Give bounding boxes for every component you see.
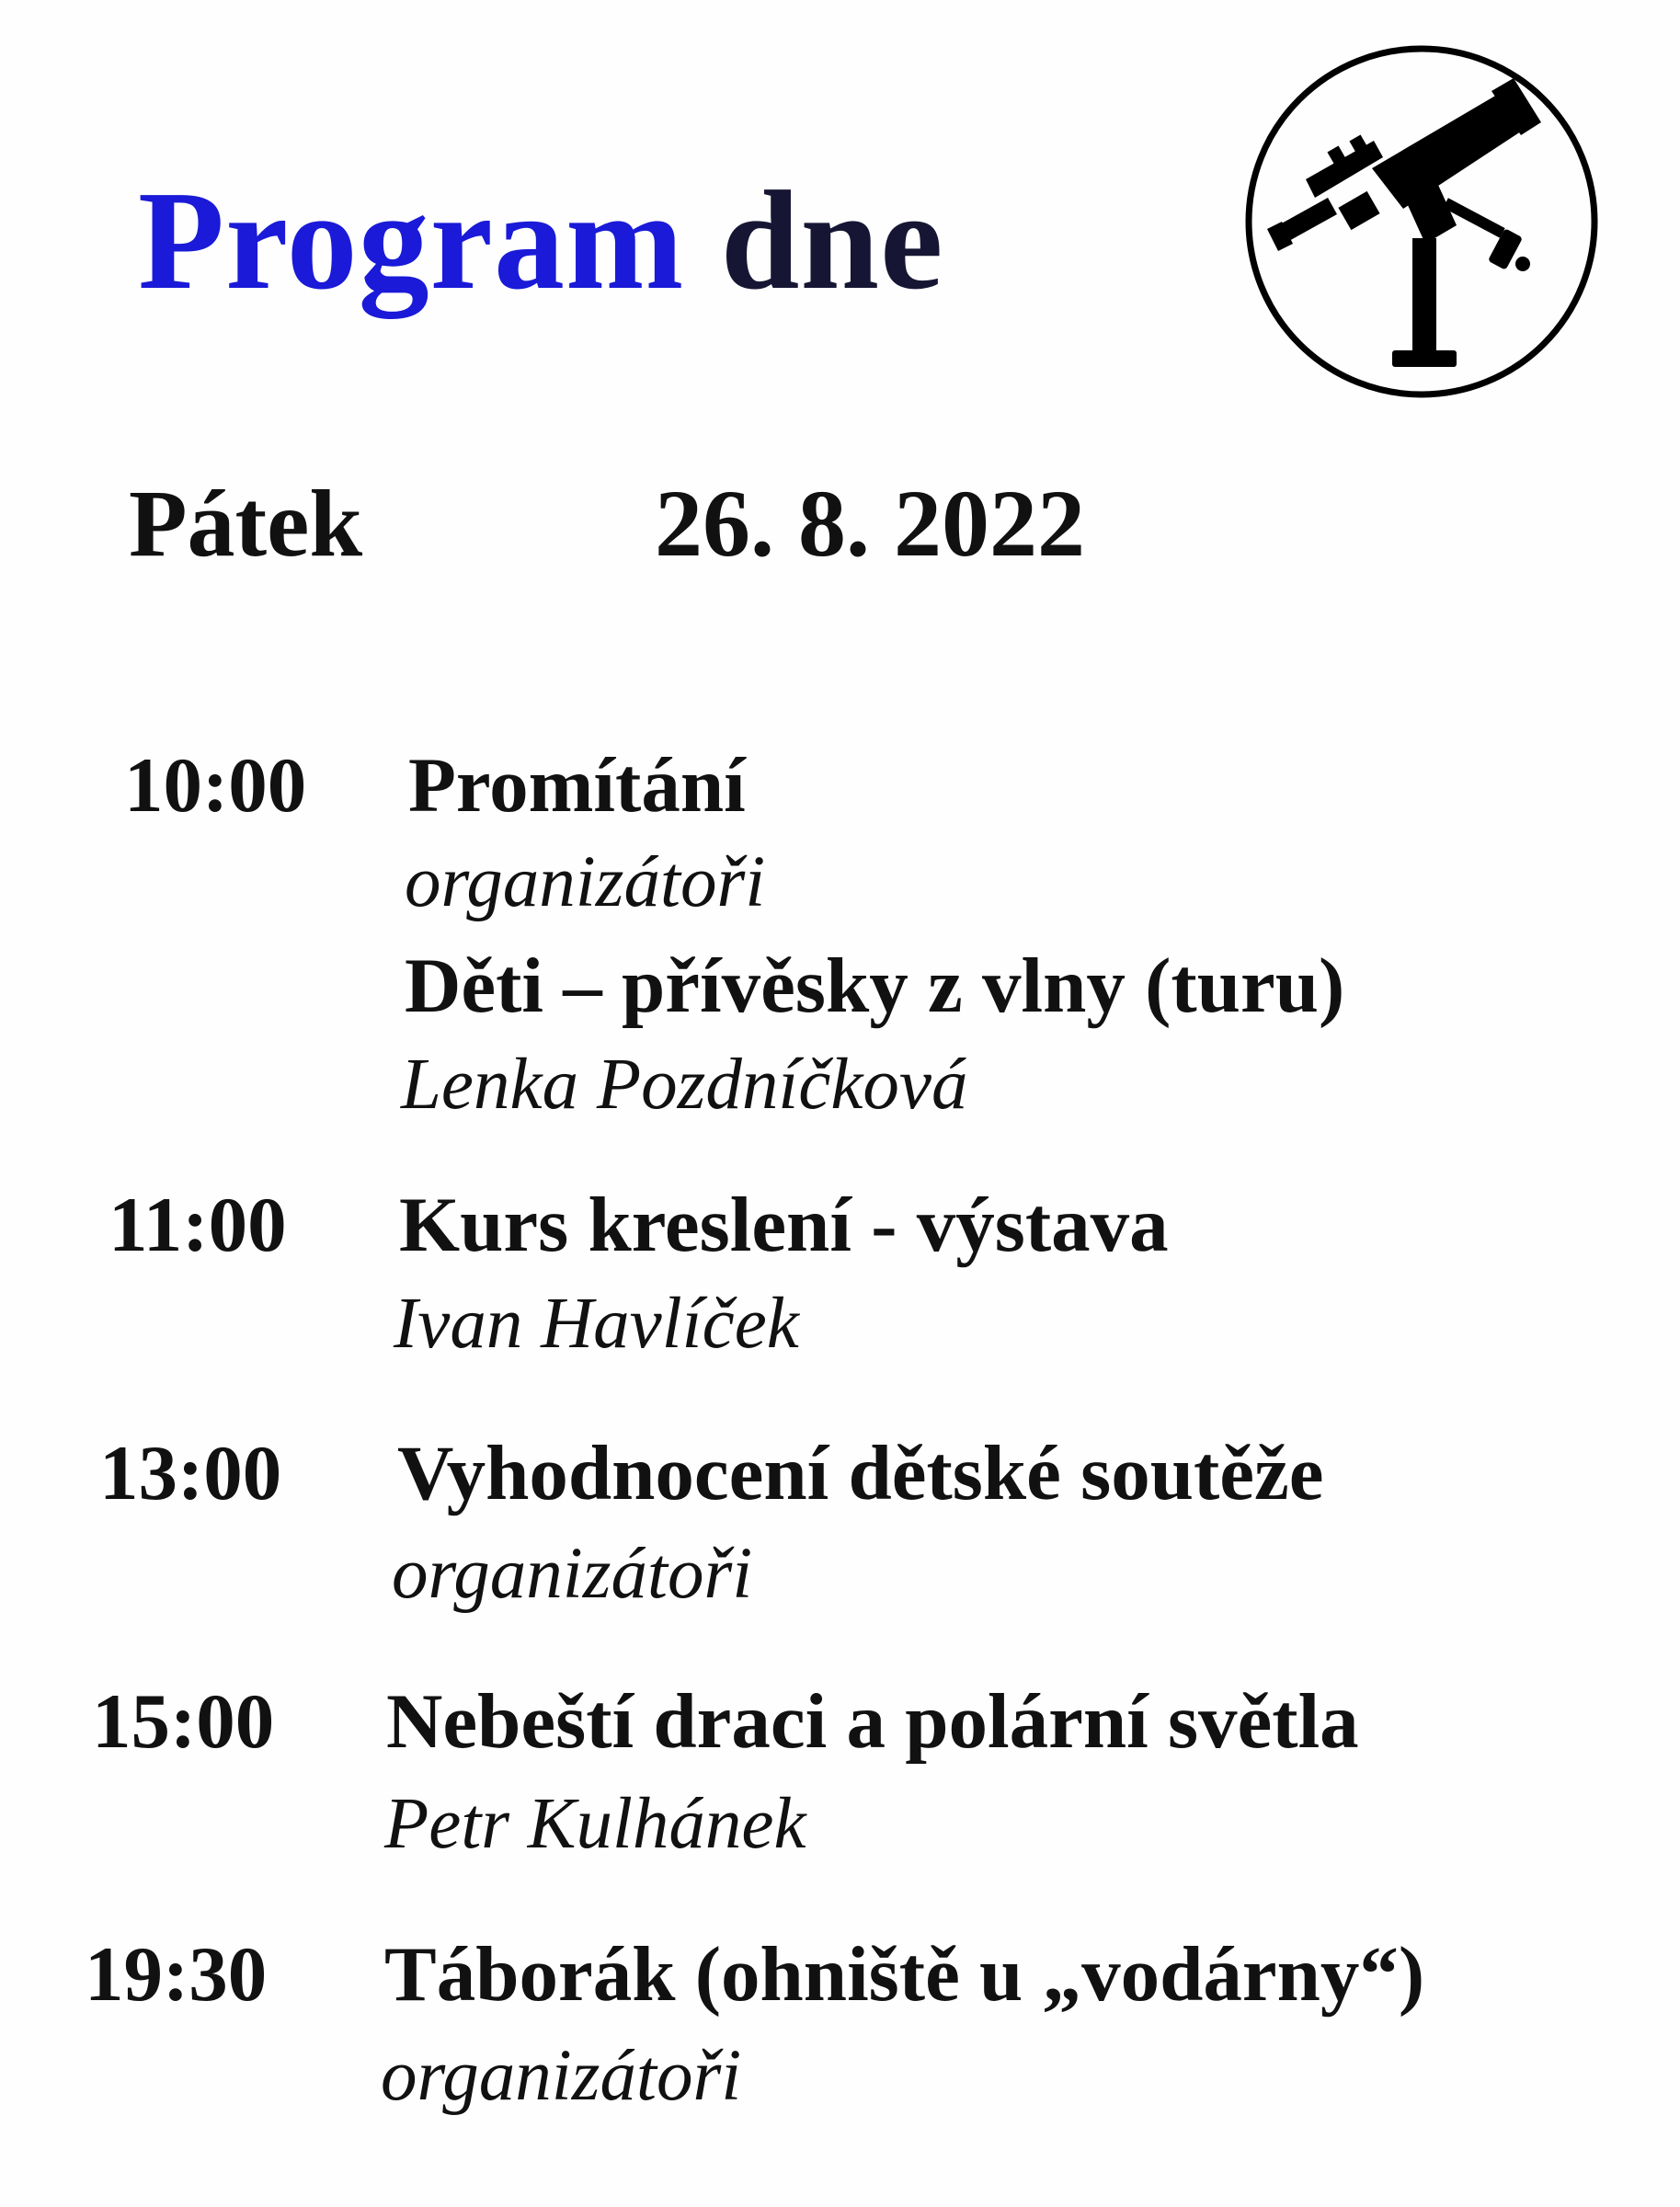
page-title <box>138 163 944 319</box>
event-title: Nebeští draci a polární světla <box>386 1678 1359 1765</box>
event-time: 10:00 <box>124 742 307 829</box>
event-time: 13:00 <box>99 1430 282 1516</box>
title-word-dne: dne <box>720 163 944 319</box>
event-person: organizátoři <box>381 2036 742 2116</box>
event-person: Ivan Havlíček <box>394 1284 799 1364</box>
event-time: 15:00 <box>92 1678 275 1765</box>
event-person: Lenka Pozdníčková <box>401 1045 968 1125</box>
event-title: Děti – přívěsky z vlny (turu) <box>405 943 1345 1029</box>
title-word-program: Program <box>138 163 685 319</box>
event-person: Petr Kulhánek <box>384 1784 806 1864</box>
event-title: Táborák (ohniště u „vodárny“) <box>384 1931 1425 2018</box>
telescope-icon <box>1241 41 1602 402</box>
event-title: Promítání <box>408 742 746 829</box>
event-person: organizátoři <box>405 842 766 922</box>
event-time: 11:00 <box>109 1182 287 1268</box>
day-name: Pátek <box>129 471 363 577</box>
event-time: 19:30 <box>85 1931 268 2018</box>
event-title: Kurs kreslení - výstava <box>399 1182 1169 1268</box>
event-person: organizátoři <box>392 1534 753 1614</box>
day-date: 26. 8. 2022 <box>655 471 1085 577</box>
event-title: Vyhodnocení dětské soutěže <box>397 1430 1324 1516</box>
